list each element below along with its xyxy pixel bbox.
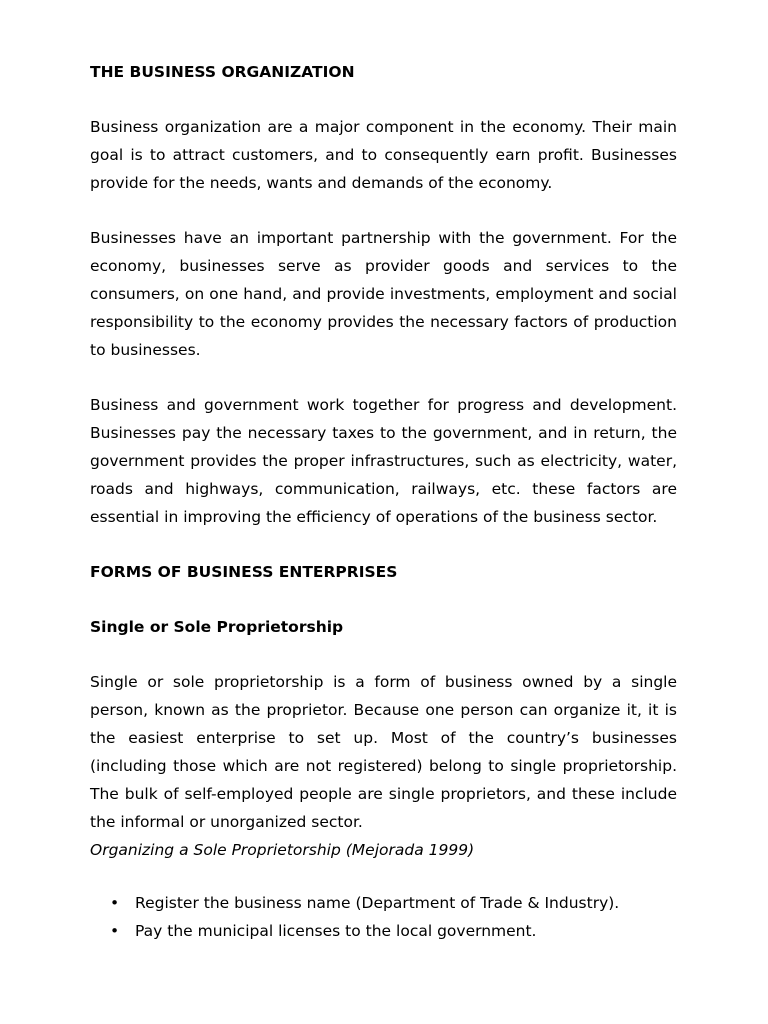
paragraph-intro-3: Business and government work together for progress and development. Businesses pay the necessary taxes to the government, and in return, the government provides the proper infrastructures, such as electricity, water, roads and highways, communication, railways, etc. these factors are essential in improving the efficiency of operations of the business sector. (90, 396, 677, 526)
subsection-heading: Single or Sole Proprietorship (90, 618, 344, 636)
bullet-list (90, 889, 677, 945)
list-item-text: Register the business name (Department of Trade & Industry). (135, 894, 620, 912)
bullet-icon: • (110, 894, 120, 912)
list-heading: Organizing a Sole Proprietorship (Mejorada 1999) (90, 841, 475, 859)
subsection-paragraph: Single or sole proprietorship is a form of business owned by a single person, known as the proprietor. Because one person can organize it, it is the easiest enterprise to set up. Most of the country’s businesses (including those which are not registered) belong to single proprietorship. The bulk of self-employed people are single proprietors, and these include the informal or unorganized sector. (90, 673, 677, 831)
section-heading: FORMS OF BUSINESS ENTERPRISES (90, 563, 398, 581)
paragraph-intro-2: Businesses have an important partnership with the government. For the economy, businesses serve as provider goods and services to the consumers, on one hand, and provide investments, employment and social responsibility to the economy provides the necessary factors of production to businesses. (90, 229, 677, 359)
list-item-text: Pay the municipal licenses to the local government. (135, 922, 537, 940)
list-item (110, 917, 677, 945)
bullet-icon: • (110, 922, 120, 940)
document-title: THE BUSINESS ORGANIZATION (90, 63, 355, 81)
list-item (110, 889, 677, 917)
paragraph-intro-1: Business organization are a major component in the economy. Their main goal is to attract customers, and to consequently earn profit. Businesses provide for the needs, wants and demands of the economy. (90, 118, 677, 192)
document-page (90, 58, 677, 945)
